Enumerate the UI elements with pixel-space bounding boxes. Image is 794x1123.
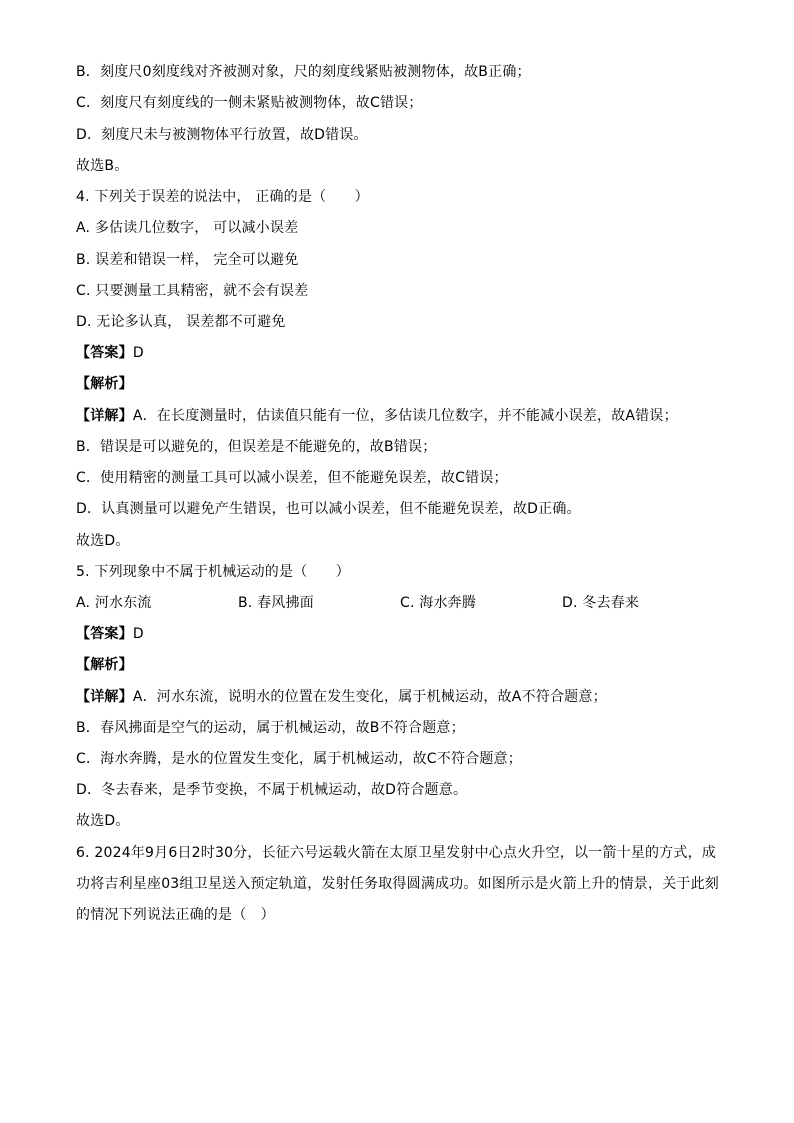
q4-detail-c: C．使用精密的测量工具可以减小误差，但不能避免误差，故C错误；: [76, 470, 508, 486]
prev-analysis-d: D．刻度尺未与被测物体平行放置，故D错误。: [76, 127, 368, 143]
detail-label: 【详解】: [76, 408, 133, 424]
q5-detail-d: D．冬去春来，是季节变换，不属于机械运动，故D符合题意。: [76, 782, 468, 798]
q5-analysis-label: [76, 655, 754, 675]
q4-conclusion: 故选D。: [76, 533, 130, 549]
q4-option-a: A. 多估读几位数字， 可以减小误差: [76, 220, 299, 236]
prev-analysis-c: C．刻度尺有刻度线的一侧未紧贴被测物体，故C错误；: [76, 95, 423, 111]
answer-value: D: [132, 626, 144, 642]
answer-value: D: [132, 345, 144, 361]
q5-answer: [76, 624, 754, 644]
q4-option-d: D. 无论多认真， 误差都不可避免: [76, 314, 286, 330]
detail-text: A．河水东流，说明水的位置在发生变化，属于机械运动，故A不符合题意；: [132, 689, 607, 705]
answer-label: 【答案】: [76, 626, 133, 642]
q4-detail-d: D．认真测量可以避免产生错误，也可以减小误差，但不能避免误差，故D正确。: [76, 501, 581, 517]
q5-option-b: B. 春风拂面: [238, 595, 314, 611]
q4-detail-b: B．错误是可以避免的，但误差是不能避免的，故B错误；: [76, 439, 437, 455]
detail-text: A．在长度测量时，估读值只能有一位，多估读几位数字，并不能减小误差，故A错误；: [132, 408, 678, 424]
q6-stem-line-3: 的情况下列说法正确的是（ ）: [76, 907, 275, 923]
q4-answer: [76, 343, 754, 363]
q5-stem: 5. 下列现象中不属于机械运动的是（ ）: [76, 564, 351, 580]
answer-label: 【答案】: [76, 345, 133, 361]
q5-conclusion: 故选D。: [76, 813, 130, 829]
prev-analysis-b: B．刻度尺0刻度线对齐被测对象，尺的刻度线紧贴被测物体，故B正确；: [76, 64, 531, 80]
q4-option-b: B. 误差和错误一样， 完全可以避免: [76, 252, 299, 268]
q4-option-c: C. 只要测量工具精密，就不会有误差: [76, 283, 309, 299]
q4-analysis-label: [76, 374, 754, 394]
q5-option-a: A. 河水东流: [76, 595, 152, 611]
q5-detail-c: C．海水奔腾，是水的位置发生变化，属于机械运动，故C不符合题意；: [76, 751, 522, 767]
q4-detail-a: [76, 406, 754, 426]
q6-stem-line-2: 功将吉利星座03组卫星送入预定轨道，发射任务取得圆满成功。如图所示是火箭上升的情景，关于此刻: [76, 876, 720, 892]
q5-option-d: D. 冬去春来: [562, 595, 640, 611]
q6-stem-line-1: 6. 2024年9月6日2时30分，长征六号运载火箭在太原卫星发射中心点火升空，以一箭十星的方式，成: [76, 845, 716, 861]
detail-label: 【详解】: [76, 689, 133, 705]
prev-conclusion: 故选B。: [76, 158, 129, 174]
q5-option-c: C. 海水奔腾: [400, 595, 477, 611]
q4-stem: 4. 下列关于误差的说法中， 正确的是（ ）: [76, 189, 369, 205]
analysis-label: 【解析】: [76, 376, 133, 392]
q5-detail-a: [76, 687, 754, 707]
q5-detail-b: B．春风拂面是空气的运动，属于机械运动，故B不符合题意；: [76, 720, 465, 736]
analysis-label: 【解析】: [76, 657, 133, 673]
